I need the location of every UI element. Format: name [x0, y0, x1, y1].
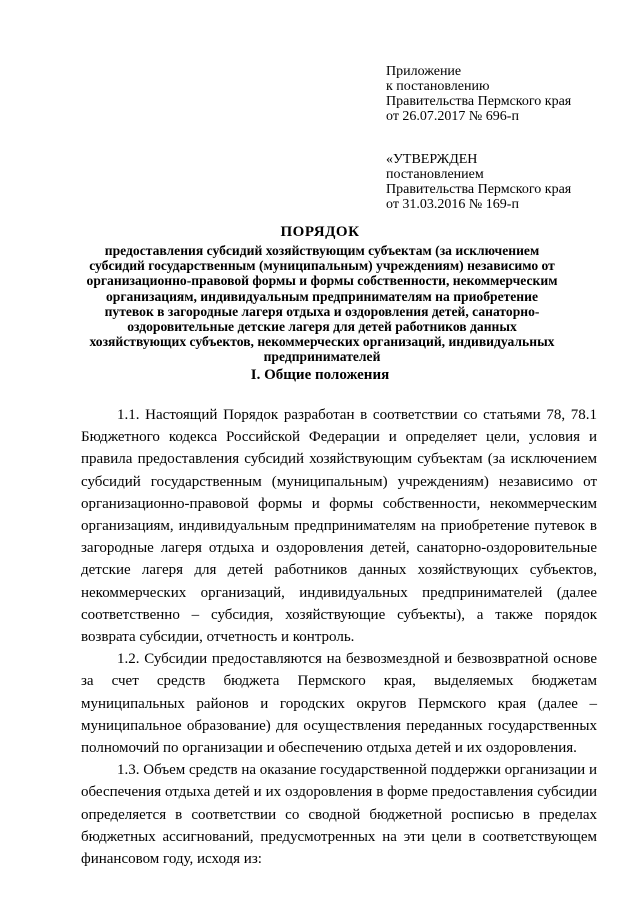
approval-line: «УТВЕРЖДЕН	[386, 152, 478, 167]
section-heading: I. Общие положения	[250, 367, 390, 383]
document-subtitle: предоставления субсидий хозяйствующим субъектам (за исключением субсидий государственным (муниципальным) учреждениям) независимо от организационно-правовой формы и формы собственности, некоммерческим организациям, индивидуальным предпринимателям на приобретение путевок в загородные лагеря отдыха и оздоровления детей, санаторно-оздоровительные детские лагеря для детей работников данных хозяйствующих субъектов, некоммерческих организаций, индивидуальных предпринимателей	[86, 243, 558, 365]
paragraph: 1.2. Субсидии предоставляются на безвозмездной и безвозвратной основе за счет средств бюджета Пермского края, выделяемых бюджетам муниципальных районов и городских округов Пермского края (далее – муниципальное образование) для осуществления переданных государственных полномочий по организации и обеспечению отдыха детей и их оздоровления.	[81, 651, 597, 757]
appendix-block	[386, 64, 571, 124]
document-body	[81, 404, 597, 870]
appendix-line: от 26.07.2017 № 696-п	[386, 109, 519, 124]
approval-line: от 31.03.2016 № 169-п	[386, 197, 519, 212]
appendix-line: к постановлению	[386, 79, 490, 94]
approval-line: постановлением	[386, 167, 484, 182]
approval-line: Правительства Пермского края	[386, 182, 572, 197]
appendix-line: Приложение	[386, 64, 462, 79]
paragraph: 1.1. Настоящий Порядок разработан в соответствии со статьями 78, 78.1 Бюджетного кодекса Российской Федерации и определяет цели, условия и правила предоставления субсидий хозяйствующим субъектам (за исключением субсидий государственным (муниципальным) учреждениям) независимо от организационно-правовой формы и формы собственности, некоммерческим организациям, индивидуальным предпринимателям на приобретение путевок в загородные лагеря отдыха и оздоровления детей, санаторно-оздоровительные детские лагеря для детей работников данных хозяйствующих субъектов, некоммерческих организаций, индивидуальных предпринимателей (далее соответственно – субсидия, хозяйствующие субъекты), а также порядок возврата субсидии, отчетность и контроль.	[81, 407, 597, 646]
paragraph: 1.3. Объем средств на оказание государственной поддержки организации и обеспечения отдыха детей и их оздоровления в форме предоставления субсидии определяется в соответствии со сводной бюджетной росписью в пределах бюджетных ассигнований, предусмотренных на эти цели в соответствующем финансовом году, исходя из:	[81, 762, 597, 868]
document-title: ПОРЯДОК	[280, 224, 360, 240]
approval-block	[386, 152, 571, 212]
appendix-line: Правительства Пермского края	[386, 94, 572, 109]
